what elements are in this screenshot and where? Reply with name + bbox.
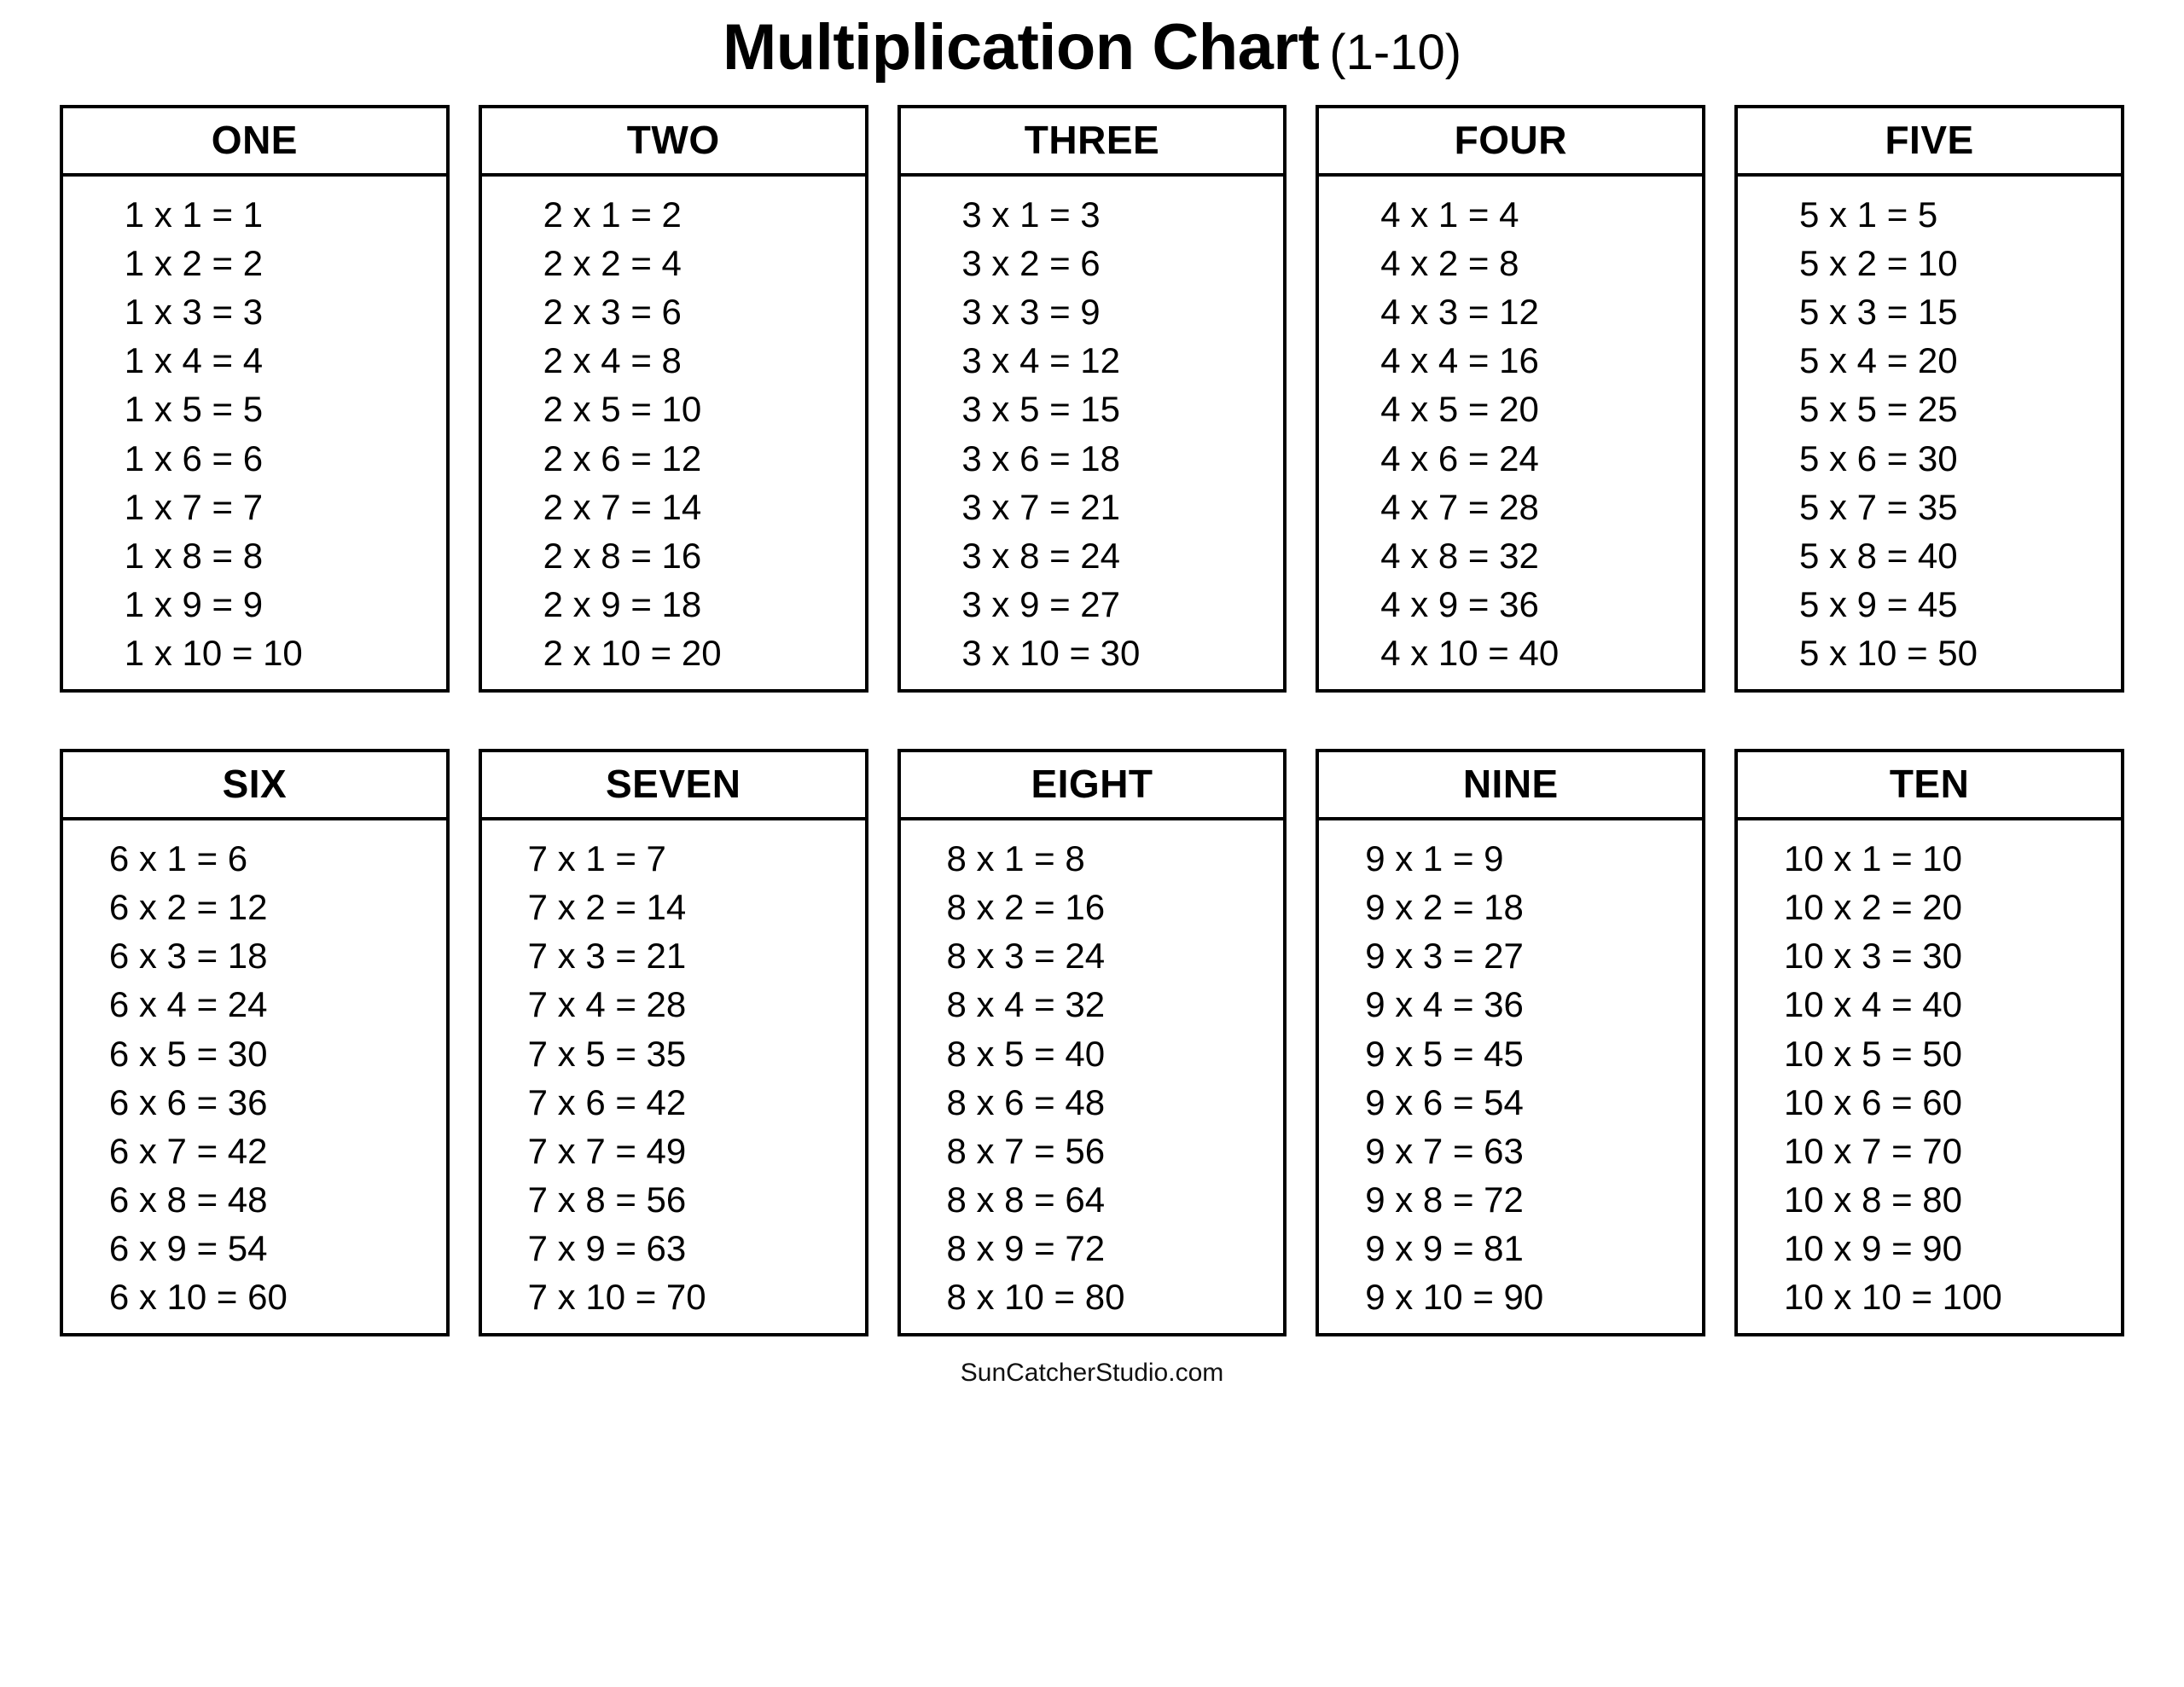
fact-row: 3 x 9 = 27 (961, 583, 1121, 624)
fact-row: 9 x 9 = 81 (1365, 1227, 1524, 1268)
fact-row: 3 x 7 = 21 (961, 486, 1121, 527)
fact-row: 7 x 1 = 7 (527, 838, 666, 879)
fact-row: 8 x 8 = 64 (946, 1179, 1106, 1220)
fact-row: 5 x 5 = 25 (1798, 389, 1958, 430)
fact-row: 7 x 3 = 21 (527, 936, 687, 977)
table-body-four (1319, 177, 1702, 689)
fact-row: 10 x 9 = 90 (1784, 1227, 1963, 1268)
fact-row: 9 x 8 = 72 (1365, 1179, 1524, 1220)
fact-row: 6 x 7 = 42 (108, 1130, 268, 1171)
fact-row: 7 x 6 = 42 (527, 1081, 687, 1122)
fact-row: 2 x 10 = 20 (543, 632, 722, 673)
table-card-eight (897, 749, 1287, 1336)
fact-row: 6 x 8 = 48 (108, 1179, 268, 1220)
table-body-six (63, 820, 446, 1333)
fact-row: 4 x 9 = 36 (1380, 583, 1539, 624)
fact-row: 1 x 6 = 6 (124, 438, 264, 478)
fact-row: 3 x 5 = 15 (961, 389, 1121, 430)
table-body-nine (1319, 820, 1702, 1333)
fact-row: 2 x 1 = 2 (543, 194, 682, 235)
table-heading-four: FOUR (1319, 108, 1702, 177)
fact-row: 8 x 2 = 16 (946, 887, 1106, 928)
fact-row: 3 x 3 = 9 (961, 292, 1101, 333)
tables-grid (60, 105, 2124, 1336)
fact-row: 9 x 4 = 36 (1365, 984, 1524, 1025)
fact-row: 4 x 4 = 16 (1380, 340, 1539, 381)
fact-row: 1 x 8 = 8 (124, 535, 264, 576)
fact-row: 10 x 8 = 80 (1784, 1179, 1963, 1220)
fact-row: 4 x 6 = 24 (1380, 438, 1539, 478)
fact-row: 1 x 4 = 4 (124, 340, 264, 381)
table-card-four (1316, 105, 1705, 693)
fact-row: 1 x 9 = 9 (124, 583, 264, 624)
fact-row: 7 x 9 = 63 (527, 1227, 687, 1268)
fact-row: 7 x 4 = 28 (527, 984, 687, 1025)
fact-row: 3 x 4 = 12 (961, 340, 1121, 381)
table-heading-two: TWO (482, 108, 865, 177)
fact-row: 4 x 7 = 28 (1380, 486, 1539, 527)
fact-row: 2 x 5 = 10 (543, 389, 702, 430)
site-credit: SunCatcherStudio.com (960, 1359, 1224, 1388)
table-heading-ten: TEN (1738, 752, 2121, 820)
fact-row: 4 x 1 = 4 (1380, 194, 1519, 235)
table-card-three (897, 105, 1287, 693)
tables-row-second (60, 749, 2124, 1336)
fact-row: 10 x 3 = 30 (1784, 936, 1963, 977)
fact-row: 8 x 9 = 72 (946, 1227, 1106, 1268)
fact-row: 10 x 5 = 50 (1784, 1033, 1963, 1074)
fact-row: 6 x 1 = 6 (108, 838, 248, 879)
fact-row: 8 x 10 = 80 (946, 1277, 1125, 1318)
fact-row: 5 x 8 = 40 (1798, 535, 1958, 576)
fact-row: 2 x 3 = 6 (543, 292, 682, 333)
page-title-range: (1-10) (1329, 25, 1462, 80)
fact-row: 2 x 9 = 18 (543, 583, 702, 624)
fact-row: 10 x 10 = 100 (1784, 1277, 2002, 1318)
fact-row: 4 x 10 = 40 (1380, 632, 1560, 673)
table-body-five (1738, 177, 2121, 689)
table-card-two (479, 105, 868, 693)
fact-row: 10 x 7 = 70 (1784, 1130, 1963, 1171)
fact-row: 1 x 5 = 5 (124, 389, 264, 430)
fact-row: 1 x 2 = 2 (124, 243, 264, 284)
fact-row: 1 x 3 = 3 (124, 292, 264, 333)
table-card-ten (1734, 749, 2124, 1336)
fact-row: 6 x 10 = 60 (108, 1277, 288, 1318)
fact-row: 9 x 7 = 63 (1365, 1130, 1524, 1171)
table-card-seven (479, 749, 868, 1336)
table-heading-one: ONE (63, 108, 446, 177)
fact-row: 6 x 3 = 18 (108, 936, 268, 977)
fact-row: 3 x 8 = 24 (961, 535, 1121, 576)
fact-row: 1 x 1 = 1 (124, 194, 264, 235)
table-card-six (60, 749, 450, 1336)
fact-row: 2 x 7 = 14 (543, 486, 702, 527)
fact-row: 5 x 4 = 20 (1798, 340, 1958, 381)
fact-row: 3 x 2 = 6 (961, 243, 1101, 284)
table-body-one (63, 177, 446, 689)
fact-row: 7 x 5 = 35 (527, 1033, 687, 1074)
page-title-main: Multiplication Chart (722, 11, 1320, 84)
fact-row: 4 x 5 = 20 (1380, 389, 1539, 430)
fact-row: 3 x 6 = 18 (961, 438, 1121, 478)
fact-row: 8 x 5 = 40 (946, 1033, 1106, 1074)
table-heading-nine: NINE (1319, 752, 1702, 820)
table-body-ten (1738, 820, 2121, 1333)
fact-row: 8 x 7 = 56 (946, 1130, 1106, 1171)
fact-row: 10 x 4 = 40 (1784, 984, 1963, 1025)
table-body-three (901, 177, 1284, 689)
table-body-seven (482, 820, 865, 1333)
fact-row: 6 x 2 = 12 (108, 887, 268, 928)
fact-row: 9 x 3 = 27 (1365, 936, 1524, 977)
fact-row: 6 x 9 = 54 (108, 1227, 268, 1268)
fact-row: 7 x 2 = 14 (527, 887, 687, 928)
fact-row: 5 x 2 = 10 (1798, 243, 1958, 284)
table-heading-seven: SEVEN (482, 752, 865, 820)
table-heading-six: SIX (63, 752, 446, 820)
fact-row: 7 x 7 = 49 (527, 1130, 687, 1171)
table-body-eight (901, 820, 1284, 1333)
fact-row: 5 x 6 = 30 (1798, 438, 1958, 478)
fact-row: 10 x 6 = 60 (1784, 1081, 1963, 1122)
table-heading-eight: EIGHT (901, 752, 1284, 820)
table-card-one (60, 105, 450, 693)
fact-row: 6 x 6 = 36 (108, 1081, 268, 1122)
fact-row: 5 x 9 = 45 (1798, 583, 1958, 624)
fact-row: 9 x 2 = 18 (1365, 887, 1524, 928)
fact-row: 3 x 1 = 3 (961, 194, 1101, 235)
fact-row: 4 x 8 = 32 (1380, 535, 1539, 576)
table-card-five (1734, 105, 2124, 693)
fact-row: 10 x 2 = 20 (1784, 887, 1963, 928)
fact-row: 2 x 4 = 8 (543, 340, 682, 381)
fact-row: 6 x 4 = 24 (108, 984, 268, 1025)
fact-row: 5 x 7 = 35 (1798, 486, 1958, 527)
fact-row: 2 x 2 = 4 (543, 243, 682, 284)
fact-row: 8 x 6 = 48 (946, 1081, 1106, 1122)
fact-row: 4 x 2 = 8 (1380, 243, 1519, 284)
fact-row: 8 x 1 = 8 (946, 838, 1085, 879)
fact-row: 5 x 3 = 15 (1798, 292, 1958, 333)
fact-row: 1 x 10 = 10 (124, 632, 303, 673)
fact-row: 10 x 1 = 10 (1784, 838, 1963, 879)
fact-row: 4 x 3 = 12 (1380, 292, 1539, 333)
fact-row: 9 x 1 = 9 (1365, 838, 1504, 879)
fact-row: 9 x 6 = 54 (1365, 1081, 1524, 1122)
table-heading-three: THREE (901, 108, 1284, 177)
fact-row: 8 x 3 = 24 (946, 936, 1106, 977)
fact-row: 7 x 8 = 56 (527, 1179, 687, 1220)
fact-row: 8 x 4 = 32 (946, 984, 1106, 1025)
fact-row: 1 x 7 = 7 (124, 486, 264, 527)
tables-row-first (60, 105, 2124, 693)
fact-row: 3 x 10 = 30 (961, 632, 1141, 673)
fact-row: 9 x 10 = 90 (1365, 1277, 1544, 1318)
table-card-nine (1316, 749, 1705, 1336)
fact-row: 2 x 6 = 12 (543, 438, 702, 478)
fact-row: 2 x 8 = 16 (543, 535, 702, 576)
fact-row: 5 x 10 = 50 (1798, 632, 1978, 673)
fact-row: 7 x 10 = 70 (527, 1277, 706, 1318)
fact-row: 5 x 1 = 5 (1798, 194, 1938, 235)
fact-row: 9 x 5 = 45 (1365, 1033, 1524, 1074)
fact-row: 6 x 5 = 30 (108, 1033, 268, 1074)
table-heading-five: FIVE (1738, 108, 2121, 177)
table-body-two (482, 177, 865, 689)
page-title (60, 0, 2124, 84)
